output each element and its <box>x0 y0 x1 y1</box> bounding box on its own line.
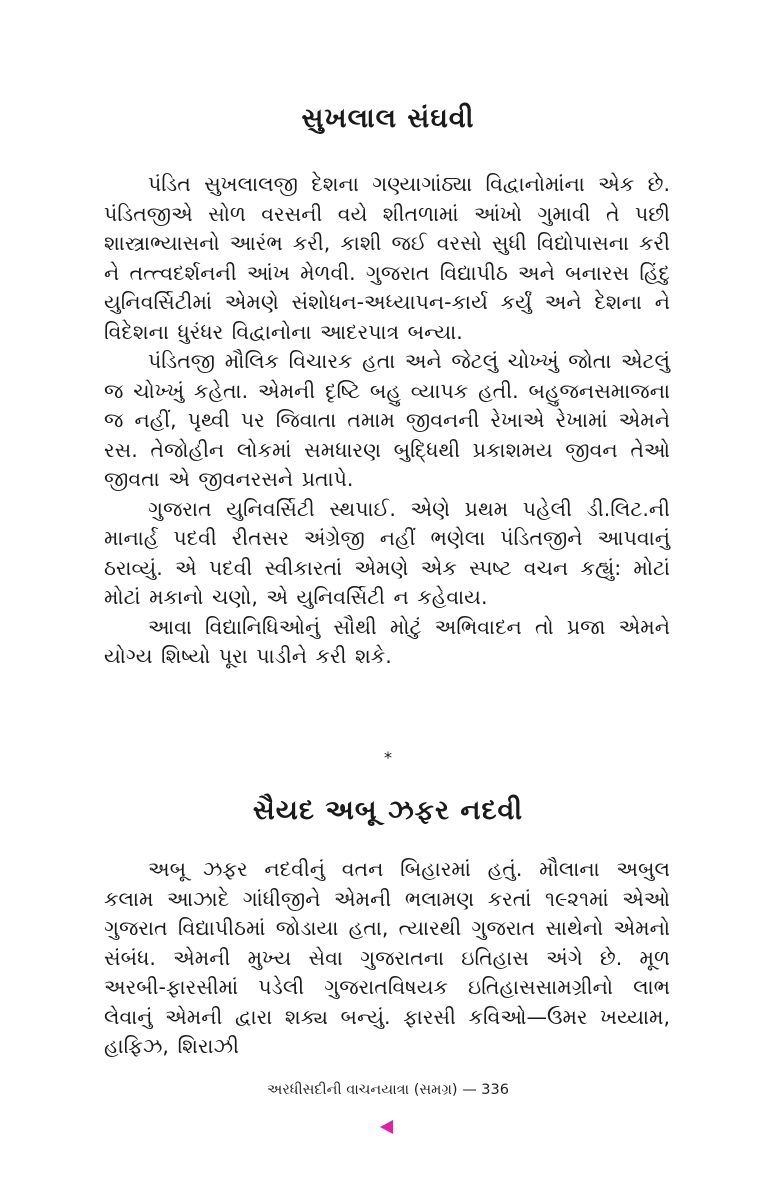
paragraph: ગુજરાત યુનિવર્સિટી સ્થપાઈ. એણે પ્રથમ પહેલી ડી.લિટ.ની માનાર્હ પદવી રીતસર અંગ્રેજી નહીં ભણેલા પંડિતજીને આપવાનું ઠરાવ્યું. એ પદવી સ્વીકારતાં એમણે એક સ્પષ્ટ વચન કહ્યું: મોટાં મોટાં મકાનો ચણો, એ યુનિવર્સિટી ન કહેવાય. <box>104 496 670 609</box>
paragraph: આવા વિદ્યાનિધિઓનું સૌથી મોટું અભિવાદન તો પ્રજા એમને યોગ્ય શિષ્યો પૂરા પાડીને કરી શકે. <box>104 614 670 668</box>
footer-book-title-page-number: અરધીસદીની વાચનયાત્રા (સમગ્ર) — 336 <box>267 1082 509 1098</box>
section-separator-asterisk: * <box>384 748 392 767</box>
paragraph: અબૂ ઝફર નદવીનું વતન બિહારમાં હતું. મૌલાના અબુલ કલામ આઝાદે ગાંધીજીને એમની ભલામણ કરતાં ૧૯૨૧માં એઓ ગુજરાત વિદ્યાપીઠમાં જોડાયા હતા, ત્યારથી ગુજરાત સાથેનો એમનો સંબંધ. એમની મુખ્ય સેવા ગુજરાતના ઇતિહાસ અંગે છે. મૂળ અરબી-ફારસીમાં પડેલી ગુજરાતવિષયક ઇતિહાસસામગ્રીનો લાભ લેવાનું એમની દ્વારા શક્ય બન્યું. ફારસી કવિઓ—ઉમર ખય્યામ, હાફિઝ, શિરાઝી <box>104 857 670 1058</box>
section-title-sukhlal-sanghvi: સુખલાલ સંઘવી <box>301 103 475 134</box>
section-body-syed-abu-zafar-nadvi <box>104 855 670 1062</box>
paragraph: પંડિતજી મૌલિક વિચારક હતા અને જેટલું ચોખ્ખું જોતા એટલું જ ચોખ્ખું કહેતા. એમની દૃષ્ટિ બહુ વ્યાપક હતી. બહુજનસમાજના જ નહીં, પૃથ્વી પર જિવાતા તમામ જીવનની રેખાએ રેખામાં એમને રસ. તેજોહીન લોકમાં સમધારણ બુદ્ધિથી પ્રકાશમય જીવન તેઓ જીવતા એ જીવનરસને પ્રતાપે. <box>104 349 670 491</box>
section-body-sukhlal-sanghvi <box>104 170 670 672</box>
section-title-syed-abu-zafar-nadvi: સૈયદ અબૂ ઝફર નદવી <box>252 795 524 826</box>
previous-page-arrow-icon[interactable] <box>380 1120 393 1134</box>
paragraph: પંડિત સુખલાલજી દેશના ગણ્યાગાંઠ્યા વિદ્વાનોમાંના એક છે. પંડિતજીએ સોળ વરસની વયે શીતળામાં આંખો ગુમાવી તે પછી શાસ્ત્રાભ્યાસનો આરંભ કરી, કાશી જઈ વરસો સુધી વિદ્યોપાસના કરી ને તત્ત્વદર્શનની આંખ મેળવી. ગુજરાત વિદ્યાપીઠ અને બનારસ હિંદુ યુનિવર્સિટીમાં એમણે સંશોધન-અધ્યાપન-કાર્ય કર્યું અને દેશના ને વિદેશના ધુરંધર વિદ્વાનોના આદરપાત્ર બન્યા. <box>104 172 670 344</box>
